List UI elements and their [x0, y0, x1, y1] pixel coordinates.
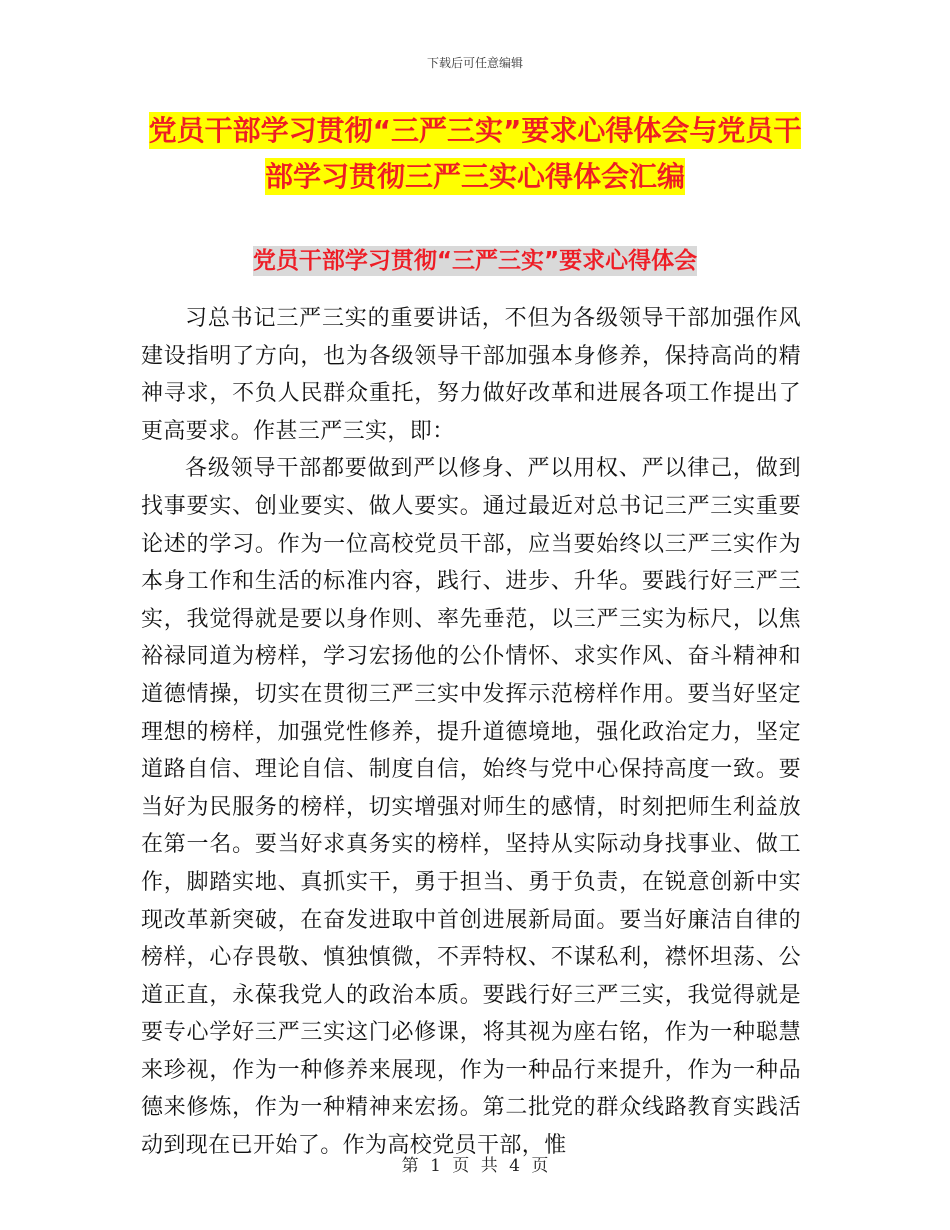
header-note: 下载后可任意编辑: [426, 56, 523, 70]
page-footer: 第 1 页 共 4 页: [401, 1156, 549, 1176]
document-title: [140, 108, 810, 200]
document-title-text: 党员干部学习贯彻“三严三实”要求心得体会与党员干部学习贯彻三严三实心得体会汇编: [148, 114, 802, 193]
paragraph-2: 各级领导干部都要做到严以修身、严以用权、严以律己，做到找事要实、创业要实、做人要实。通过最近对总书记三严三实重要论述的学习。作为一位高校党员干部，应当要始终以三严三实作为本身工作和生活的标准内容，践行、进步、升华。要践行好三严三实，我觉得就是要以身作则、率先垂范，以三严三实为标尺，以焦裕禄同道为榜样，学习宏扬他的公仆情怀、求实作风、奋斗精神和道德情操，切实在贯彻三严三实中发挥示范榜样作用。要当好坚定理想的榜样，加强党性修养，提升道德境地，强化政治定力，坚定道路自信、理论自信、制度自信，始终与党中心保持高度一致。要当好为民服务的榜样，切实增强对师生的感情，时刻把师生利益放在第一名。要当好求真务实的榜样，坚持从实际动身找事业、做工作，脚踏实地、真抓实干，勇于担当、勇于负责，在锐意创新中实现改革新突破，在奋发进取中首创进展新局面。要当好廉洁自律的榜样，心存畏敬、慎独慎微，不弄特权、不谋私利，襟怀坦荡、公道正直，永葆我党人的政治本质。要践行好三严三实，我觉得就是要专心学好三严三实这门必修课，将其视为座右铭，作为一种聪慧来珍视，作为一种修养来展现，作为一种品行来提升，作为一种品德来修炼，作为一种精神来宏扬。第二批党的群众线路教育实践活动到现在已开始了。作为高校党员干部，惟: [141, 456, 801, 1159]
paragraph-1: 习总书记三严三实的重要讲话，不但为各级领导干部加强作风建设指明了方向，也为各级领导干部加强本身修养，保持高尚的精神寻求，不负人民群众重托，努力做好改革和进展各项工作提出了更高要求。作甚三严三实，即：: [141, 306, 801, 444]
section-title-text: 党员干部学习贯彻“三严三实”要求心得体会: [252, 248, 698, 274]
body-text: [141, 300, 801, 1165]
section-title: [140, 243, 810, 279]
